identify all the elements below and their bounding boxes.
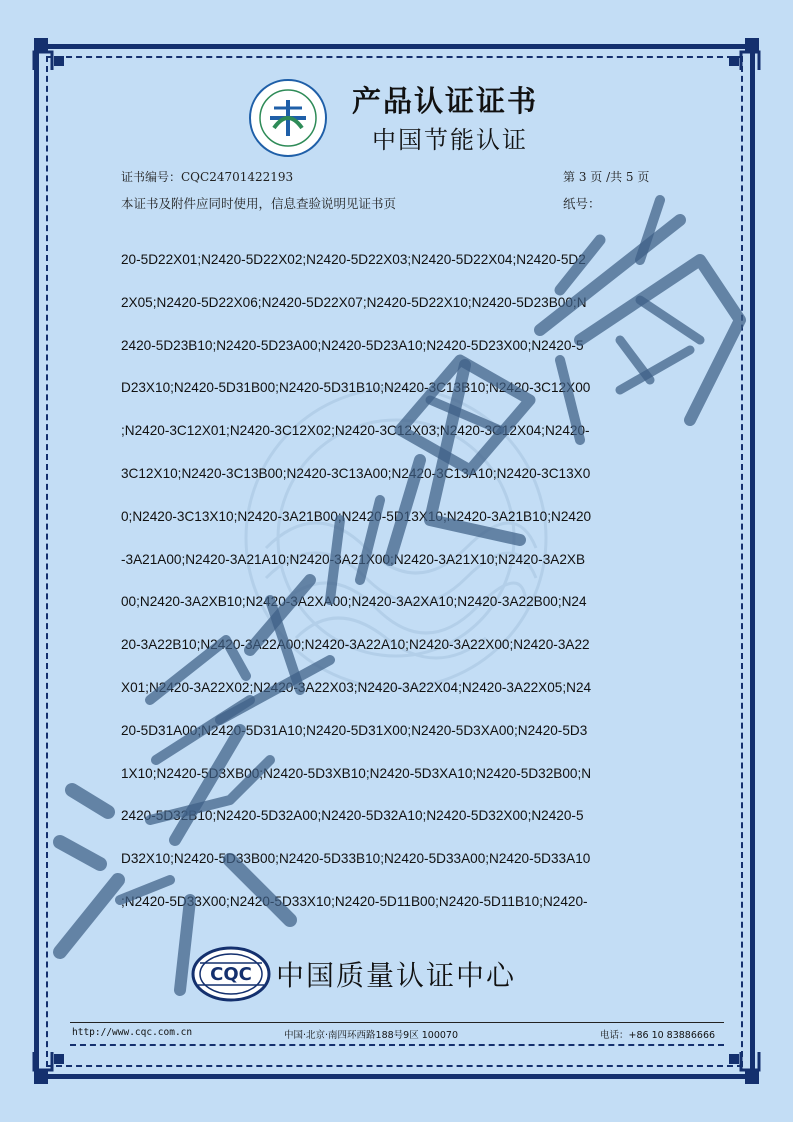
model-list-line: 2420-5D23B10;N2420-5D23A00;N2420-5D23A10;N2420-5D23X00;N2420-5 — [121, 337, 584, 353]
model-list-line: D32X10;N2420-5D33B00;N2420-5D33B10;N2420-5D33A00;N2420-5D33A10 — [121, 851, 591, 867]
model-list-line: 2X05;N2420-5D22X06;N2420-5D22X07;N2420-5D22X10;N2420-5D23B00;N — [121, 294, 587, 310]
issuing-organization: 中国质量认证中心 — [276, 959, 517, 992]
energy-conservation-logo-icon — [248, 78, 328, 158]
footer-dashed-divider — [70, 1044, 724, 1046]
model-list-line: ;N2420-3C12X01;N2420-3C12X02;N2420-3C12X03;N2420-3C12X04;N2420- — [121, 423, 590, 439]
model-list-line: 1X10;N2420-5D3XB00;N2420-5D3XB10;N2420-5D3XA10;N2420-5D32B00;N — [121, 765, 592, 781]
page-number: 第 3 页 /共 5 页 — [563, 170, 650, 184]
paper-number: 纸号： — [563, 196, 601, 211]
model-list-line: X01;N2420-3A22X02;N2420-3A22X03;N2420-3A22X04;N2420-3A22X05;N24 — [121, 679, 592, 695]
model-list-line: D23X10;N2420-5D31B00;N2420-5D31B10;N2420-3C13B10;N2420-3C12X00 — [121, 380, 591, 396]
footer-phone: 电话：+86 10 83886666 — [600, 1030, 716, 1041]
model-list-line: 00;N2420-3A2XB10;N2420-3A2XA00;N2420-3A2XA10;N2420-3A22B00;N24 — [121, 594, 587, 610]
model-list-line: 0;N2420-3C13X10;N2420-3A21B00;N2420-5D13X10;N2420-3A21B10;N2420 — [121, 508, 592, 524]
model-list-line: 3C12X10;N2420-3C13B00;N2420-3C13A00;N2420-3C13A10;N2420-3C13X0 — [121, 465, 591, 481]
certificate-title: 产品认证证书 — [352, 84, 539, 118]
footer-address: 中国·北京·南四环西路188号9区 100070 — [284, 1030, 459, 1041]
certificate-subtitle: 中国节能认证 — [372, 126, 528, 154]
cqc-logo-text: CQC — [210, 964, 252, 985]
footer-divider — [70, 1022, 724, 1023]
model-list-line: 2420-5D32B10;N2420-5D32A00;N2420-5D32A10;N2420-5D32X00;N2420-5 — [121, 808, 584, 824]
model-list-line: ;N2420-5D33X00;N2420-5D33X10;N2420-5D11B00;N2420-5D11B10;N2420- — [121, 893, 588, 909]
model-list-line: 20-5D31A00;N2420-5D31A10;N2420-5D31X00;N2420-5D3XA00;N2420-5D3 — [121, 722, 588, 738]
model-list — [121, 246, 681, 931]
footer-website: http://www.cqc.com.cn — [72, 1027, 193, 1038]
certificate-number: 证书编号：CQC24701422193 — [121, 170, 294, 184]
usage-note: 本证书及附件应同时使用，信息查验说明见证书页 — [121, 196, 397, 211]
model-list-line: -3A21A00;N2420-3A21A10;N2420-3A21X00;N2420-3A21X10;N2420-3A2XB — [121, 551, 586, 567]
cqc-logo-icon — [190, 945, 272, 1003]
model-list-line: 20-5D22X01;N2420-5D22X02;N2420-5D22X03;N2420-5D22X04;N2420-5D2 — [121, 252, 586, 267]
model-list-line: 20-3A22B10;N2420-3A22A00;N2420-3A22A10;N2420-3A22X00;N2420-3A22 — [121, 637, 590, 653]
